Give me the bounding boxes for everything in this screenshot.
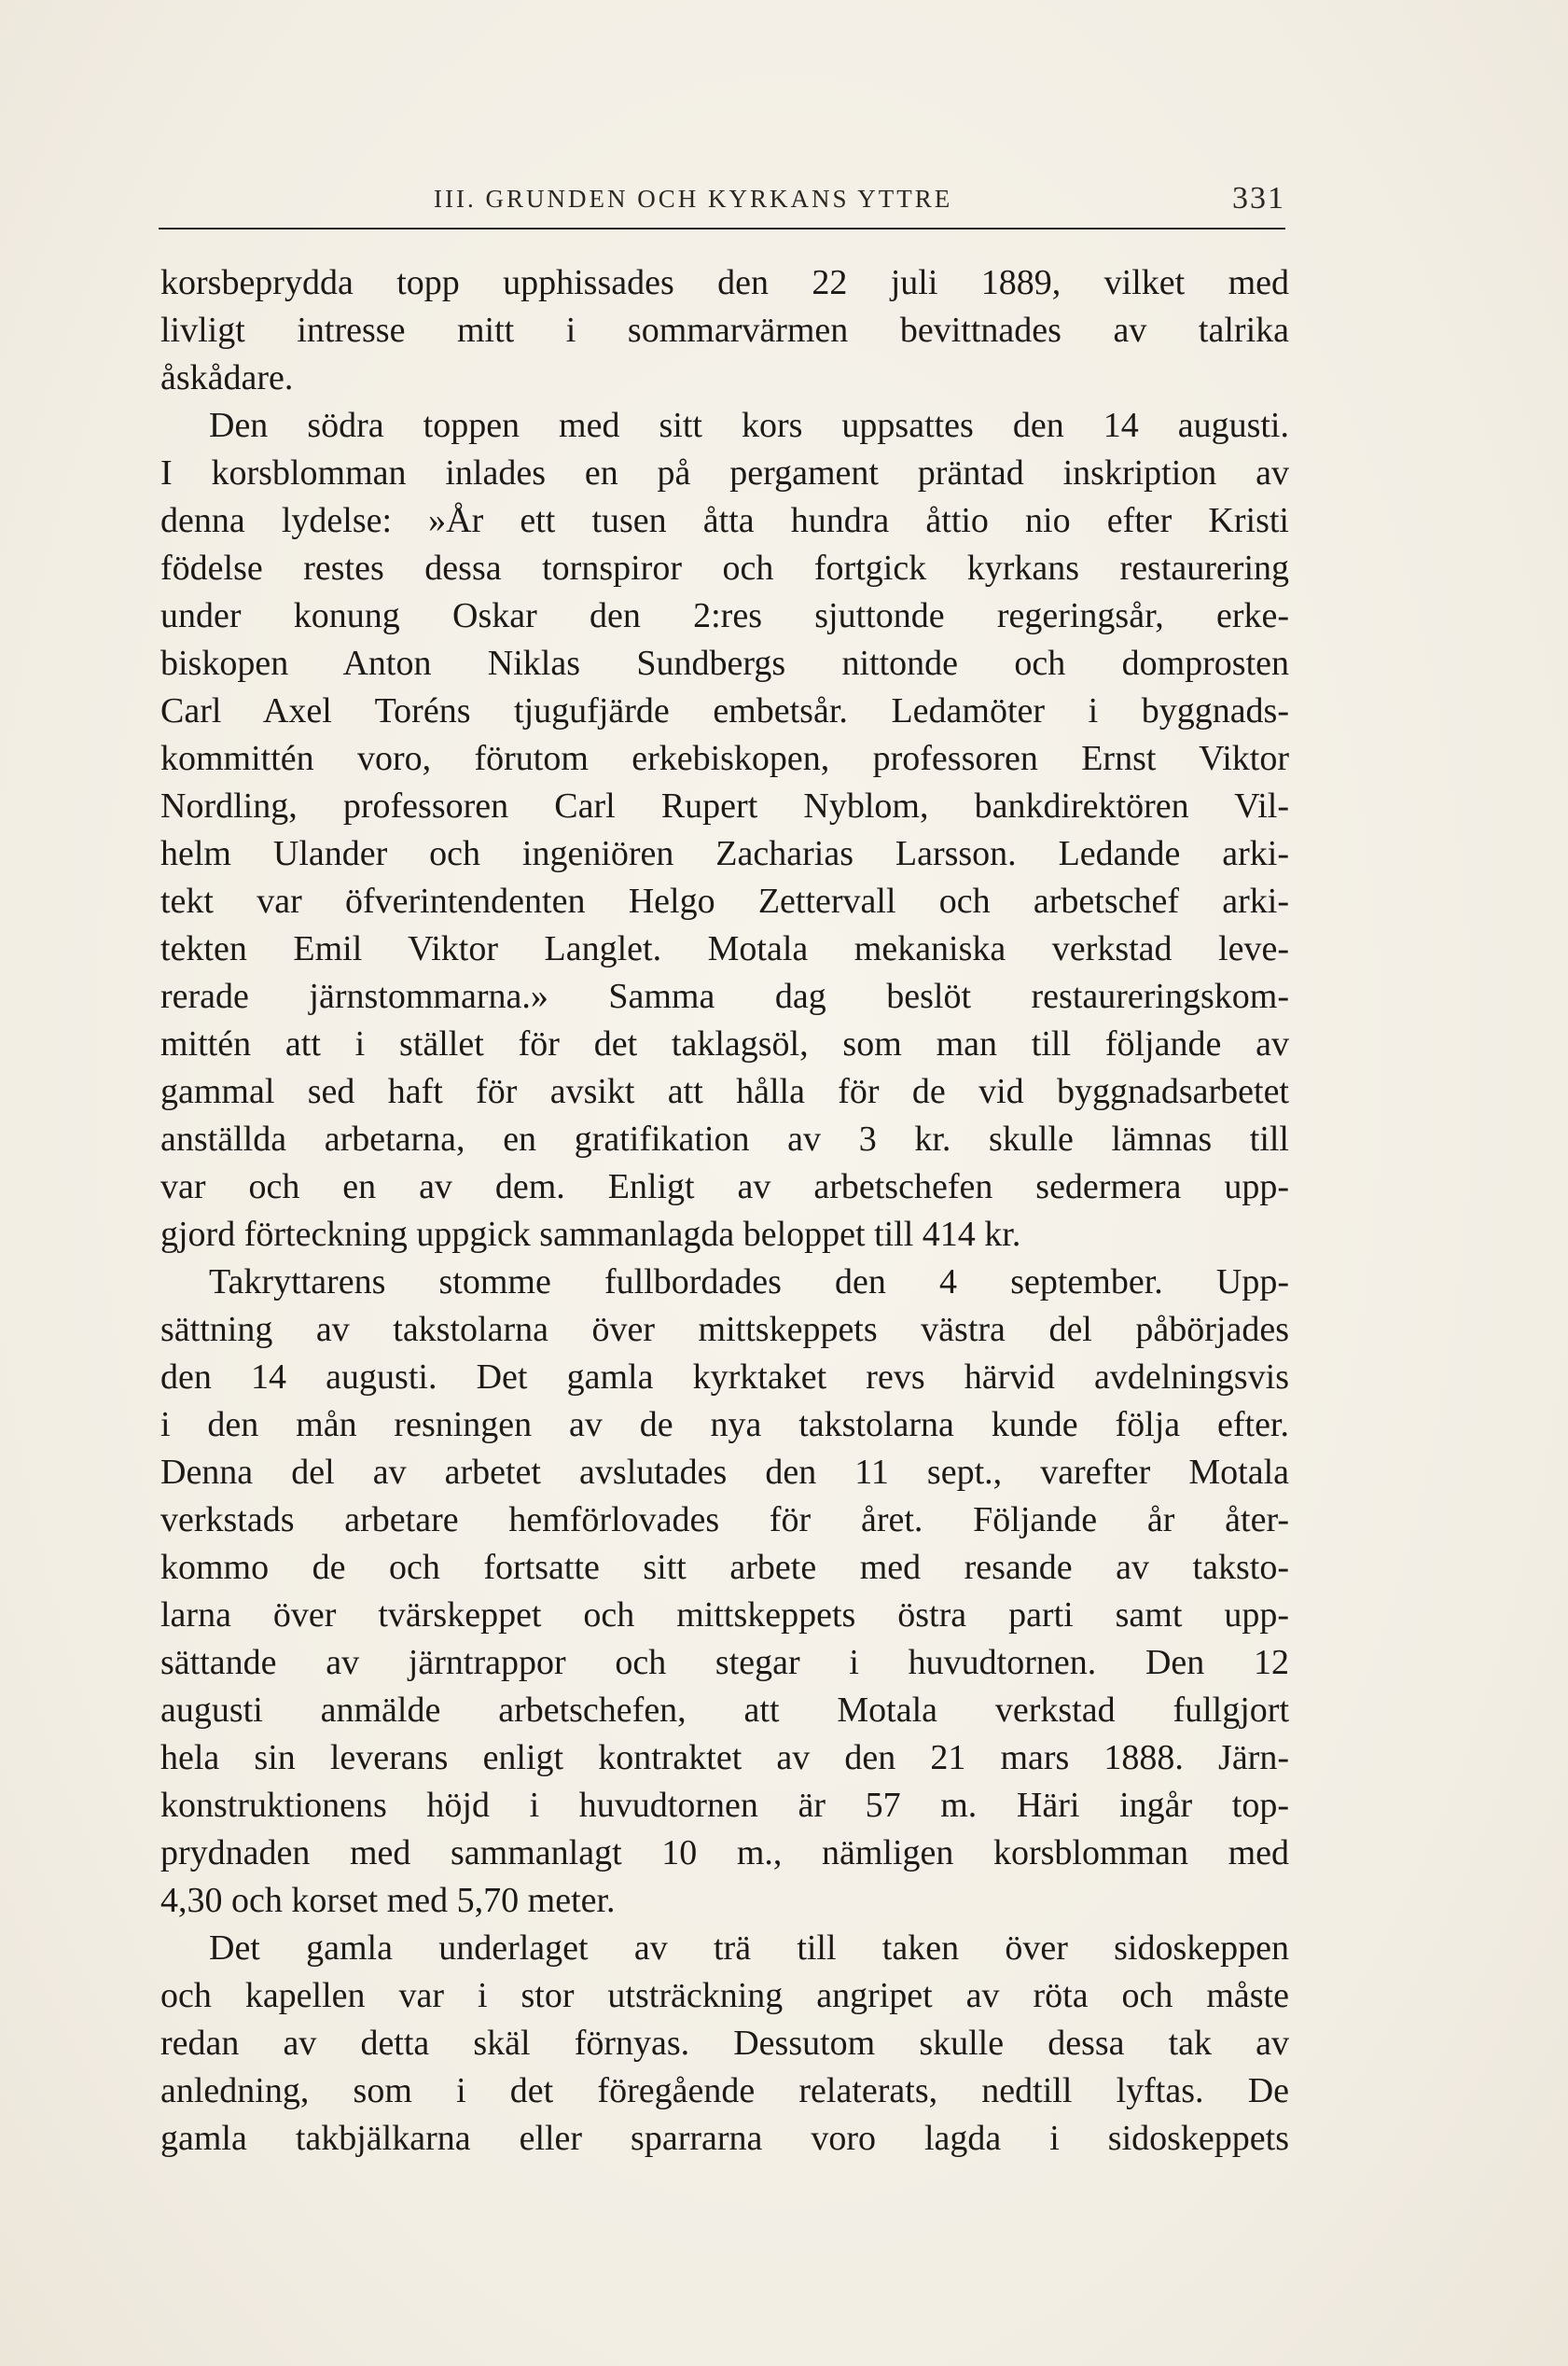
text-line: gammal sed haft för avsikt att hålla för de vid byggnadsarbetet bbox=[160, 1072, 1289, 1111]
text-line: Takryttarens stomme fullbordades den 4 september. Upp- bbox=[209, 1262, 1289, 1301]
header-title: III. GRUNDEN OCH KYRKANS YTTRE bbox=[434, 185, 953, 213]
text-line: prydnaden med sammanlagt 10 m., nämligen korsblomman med bbox=[160, 1833, 1289, 1872]
text-line: rerade järnstommarna.» Samma dag beslöt restaureringskom- bbox=[160, 977, 1289, 1016]
text-line: under konung Oskar den 2:res sjuttonde regeringsår, erke- bbox=[160, 596, 1289, 635]
text-line: gamla takbjälkarna eller sparrarna voro lagda i sidoskeppets bbox=[160, 2119, 1289, 2158]
text-line: verkstads arbetare hemförlovades för året. Följande år åter- bbox=[160, 1500, 1289, 1539]
text-line: Nordling, professoren Carl Rupert Nyblom, bankdirektören Vil- bbox=[160, 786, 1289, 826]
text-line: anställda arbetarna, en gratifikation av 3 kr. skulle lämnas till bbox=[160, 1120, 1289, 1159]
text-line: redan av detta skäl förnyas. Dessutom skulle dessa tak av bbox=[160, 2024, 1289, 2063]
text-line: denna lydelse: »År ett tusen åtta hundra åttio nio efter Kristi bbox=[160, 501, 1289, 540]
text-line: biskopen Anton Niklas Sundbergs nittonde och domprosten bbox=[160, 644, 1289, 683]
text-line: den 14 augusti. Det gamla kyrktaket revs härvid avdelningsvis bbox=[160, 1357, 1289, 1397]
text-line: gjord förteckning uppgick sammanlagda beloppet till 414 kr. bbox=[160, 1215, 1021, 1254]
running-header bbox=[159, 183, 1285, 230]
text-line: helm Ulander och ingeniören Zacharias Larsson. Ledande arki- bbox=[160, 834, 1289, 873]
body-text bbox=[160, 259, 1289, 2163]
text-line: larna över tvärskeppet och mittskeppets östra parti samt upp- bbox=[160, 1595, 1289, 1635]
text-line: hela sin leverans enligt kontraktet av den 21 mars 1888. Järn- bbox=[160, 1738, 1289, 1777]
text-line: åskådare. bbox=[160, 358, 294, 397]
text-line: Denna del av arbetet avslutades den 11 sept., varefter Motala bbox=[160, 1453, 1289, 1492]
text-line: augusti anmälde arbetschefen, att Motala verkstad fullgjort bbox=[160, 1691, 1289, 1730]
text-line: och kapellen var i stor utsträckning angripet av röta och måste bbox=[160, 1976, 1289, 2015]
text-line: sättning av takstolarna över mittskeppets västra del påbörjades bbox=[160, 1310, 1289, 1349]
text-line: tekten Emil Viktor Langlet. Motala mekaniska verkstad leve- bbox=[160, 929, 1289, 968]
text-line: anledning, som i det föregående relaterats, nedtill lyftas. De bbox=[160, 2071, 1289, 2110]
text-line: Det gamla underlaget av trä till taken över sidoskeppen bbox=[209, 1928, 1289, 1968]
text-line: kommo de och fortsatte sitt arbete med resande av taksto- bbox=[160, 1548, 1289, 1587]
text-line: sättande av järntrappor och stegar i huvudtornen. Den 12 bbox=[160, 1643, 1289, 1682]
text-line: Carl Axel Toréns tjugufjärde embetsår. Ledamöter i byggnads- bbox=[160, 691, 1289, 731]
text-line: födelse restes dessa tornspiror och fortgick kyrkans restaurering bbox=[160, 549, 1289, 588]
text-line: 4,30 och korset med 5,70 meter. bbox=[160, 1881, 616, 1920]
text-line: i den mån resningen av de nya takstolarna kunde följa efter. bbox=[160, 1405, 1289, 1444]
text-line: tekt var öfverintendenten Helgo Zettervall och arbetschef arki- bbox=[160, 882, 1289, 921]
text-line: konstruktionens höjd i huvudtornen är 57 m. Häri ingår top- bbox=[160, 1786, 1289, 1825]
text-line: mittén att i stället för det taklagsöl, som man till följande av bbox=[160, 1024, 1289, 1064]
text-line: livligt intresse mitt i sommarvärmen bevittnades av talrika bbox=[160, 311, 1289, 350]
page-number: 331 bbox=[1232, 181, 1285, 216]
text-line: I korsblomman inlades en på pergament präntad inskription av bbox=[160, 453, 1289, 493]
text-line: Den södra toppen med sitt kors uppsattes den 14 augusti. bbox=[209, 406, 1289, 445]
text-line: korsbeprydda topp upphissades den 22 juli 1889, vilket med bbox=[160, 263, 1289, 302]
text-line: var och en av dem. Enligt av arbetschefen sedermera upp- bbox=[160, 1167, 1289, 1206]
text-line: kommittén voro, förutom erkebiskopen, professoren Ernst Viktor bbox=[160, 739, 1289, 778]
